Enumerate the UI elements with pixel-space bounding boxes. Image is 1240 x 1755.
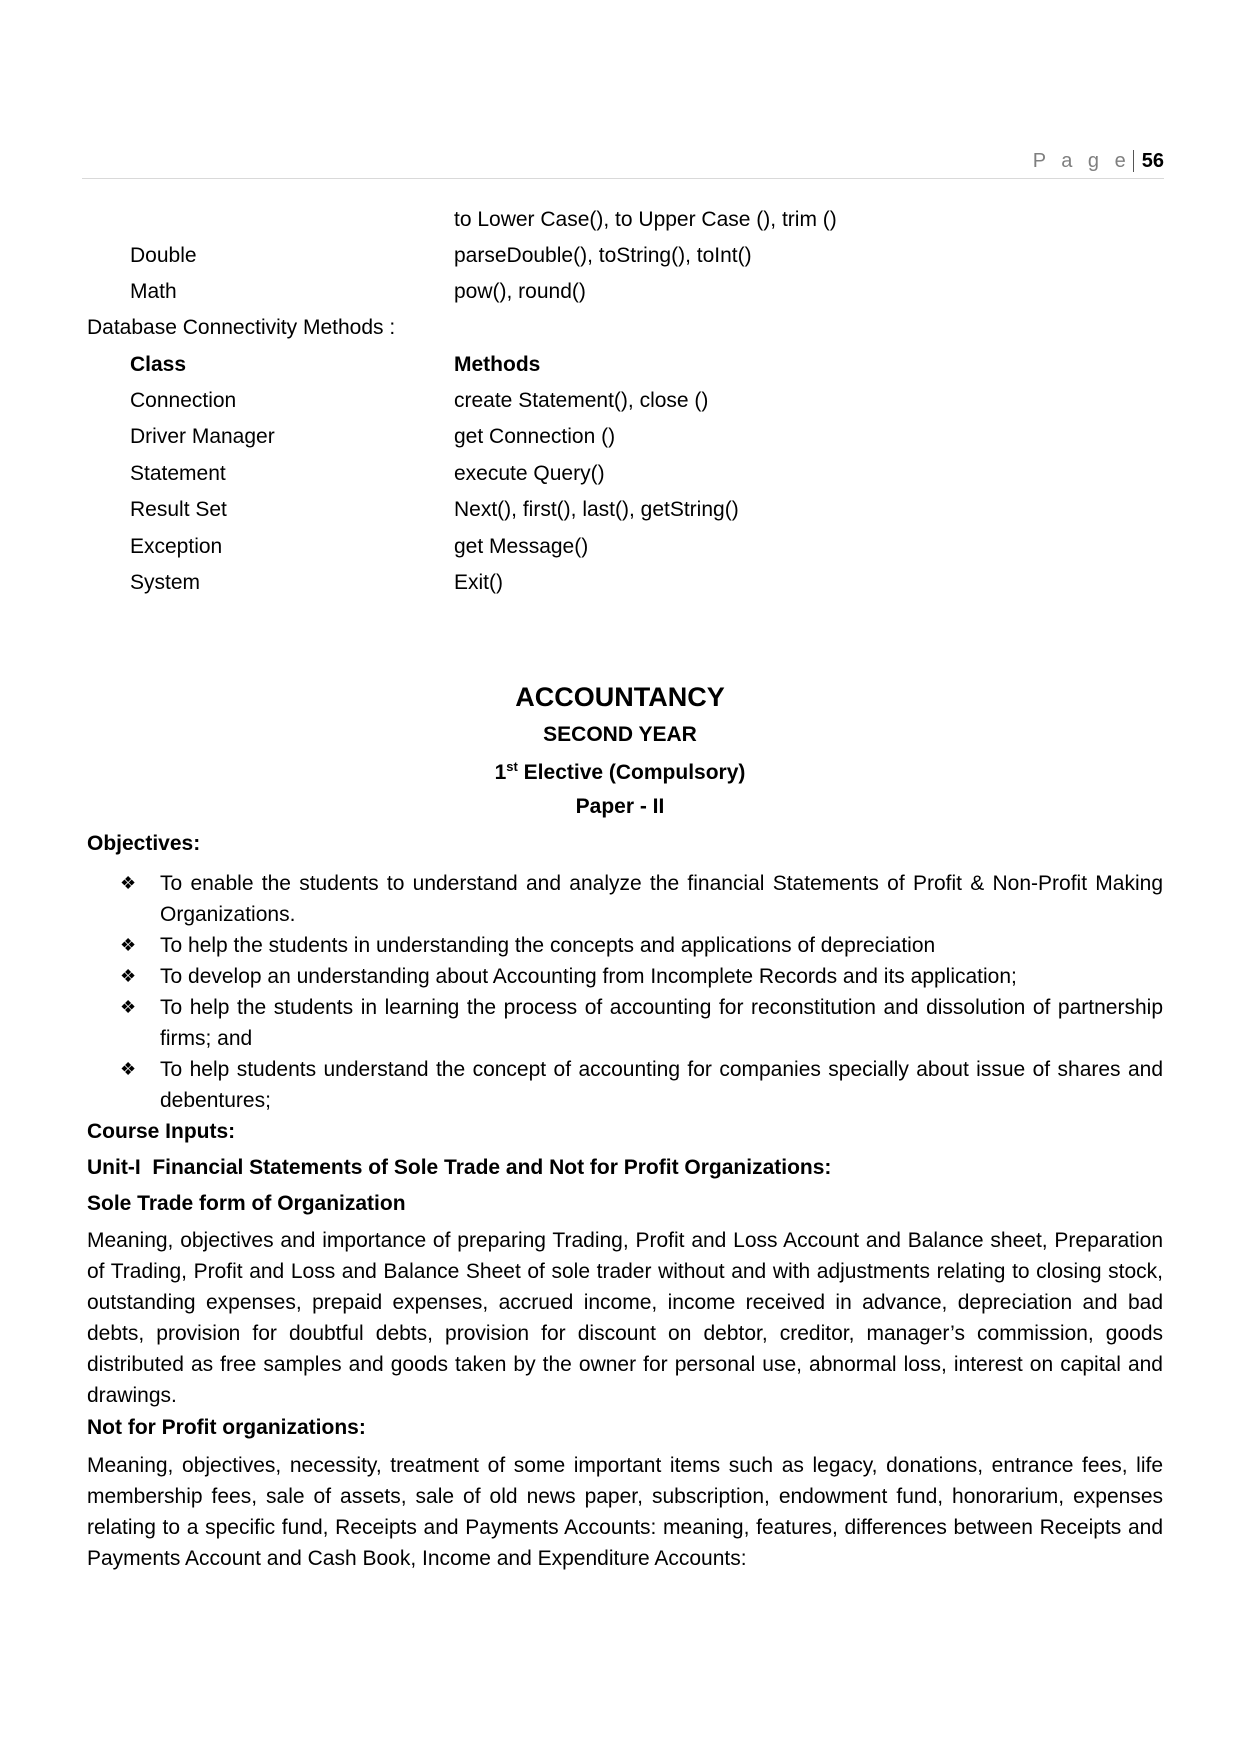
list-item: ❖ To help the students in learning the process of accounting for reconstitution and dissolution of partnership firms; and [120, 992, 1163, 1054]
page-label-text: P a g e [1032, 150, 1131, 172]
class-cell: Double [130, 244, 197, 267]
class-cell: Statement [130, 462, 226, 485]
diamond-bullet-icon: ❖ [120, 935, 137, 955]
not-for-profit-paragraph: Meaning, objectives, necessity, treatment of some important items such as legacy, donations, entrance fees, life membership fees, sale of assets, sale of old news paper, subscription, endowment fund, honorarium, expenses relating to a specific fund, Receipts and Payments Accounts: meaning, features, differences between Receipts and Payments Account and Cash Book, Income and Expenditure Accounts: [87, 1454, 1163, 1570]
page-header [82, 148, 1164, 179]
section-year: SECOND YEAR [543, 723, 697, 746]
elective-number: 1 [494, 761, 507, 784]
diamond-bullet-icon: ❖ [120, 1059, 137, 1079]
course-inputs-heading: Course Inputs: [87, 1120, 236, 1143]
method-cell: create Statement(), close () [454, 389, 709, 412]
class-cell: Driver Manager [130, 425, 275, 448]
list-item: ❖ To help students understand the concept of accounting for companies specially about issue of shares and debentures; [120, 1054, 1163, 1116]
class-cell: Result Set [130, 498, 227, 521]
method-cell: parseDouble(), toString(), toInt() [454, 244, 752, 267]
method-cell: Exit() [454, 571, 503, 594]
diamond-bullet-icon: ❖ [120, 873, 137, 893]
col-header-methods: Methods [454, 353, 541, 376]
list-item: ❖ To enable the students to understand and analyze the financial Statements of Profit & Non-Profit Making Organizations. [120, 868, 1163, 930]
list-item: ❖ To develop an understanding about Accounting from Incomplete Records and its application; [120, 961, 1163, 992]
diamond-bullet-icon: ❖ [120, 997, 137, 1017]
objectives-list [120, 868, 1163, 1116]
class-cell: Exception [130, 535, 223, 558]
objectives-heading: Objectives: [87, 832, 201, 855]
db-methods-heading: Database Connectivity Methods : [87, 316, 396, 339]
page-indicator [1033, 150, 1164, 173]
method-cell: to Lower Case(), to Upper Case (), trim () [454, 208, 837, 231]
section-elective [0, 759, 1240, 785]
method-cell: get Message() [454, 535, 589, 558]
sole-trade-heading: Sole Trade form of Organization [87, 1192, 406, 1215]
diamond-bullet-icon: ❖ [120, 966, 137, 986]
sole-trade-paragraph: Meaning, objectives and importance of preparing Trading, Profit and Loss Account and Balance sheet, Preparation of Trading, Profit and Loss and Balance Sheet of sole trader without and with adjustments relating to closing stock, outstanding expenses, prepaid expenses, accrued income, income received in advance, depreciation and bad debts, provision for doubtful debts, provision for discount on debtor, creditor, manager’s commission, goods distributed as free samples and goods taken by the owner for personal use, abnormal loss, interest on capital and drawings. [87, 1229, 1163, 1407]
col-header-class: Class [130, 353, 187, 376]
unit-heading: Unit-I Financial Statements of Sole Trade and Not for Profit Organizations: [87, 1156, 832, 1179]
class-cell: Math [130, 280, 177, 303]
method-cell: get Connection () [454, 425, 616, 448]
class-cell: System [130, 571, 201, 594]
method-cell: pow(), round() [454, 280, 586, 303]
list-item: ❖ To help the students in understanding the concepts and applications of depreciation [120, 930, 1163, 961]
class-cell: Connection [130, 389, 237, 412]
section-paper: Paper - II [575, 795, 665, 818]
method-cell: execute Query() [454, 462, 605, 485]
section-title: ACCOUNTANCY [515, 682, 725, 712]
elective-text: Elective (Compulsory) [523, 761, 746, 784]
method-cell: Next(), first(), last(), getString() [454, 498, 739, 521]
elective-superscript: st [506, 759, 518, 774]
page-number: 56 [1133, 150, 1164, 172]
not-for-profit-heading: Not for Profit organizations: [87, 1416, 366, 1439]
